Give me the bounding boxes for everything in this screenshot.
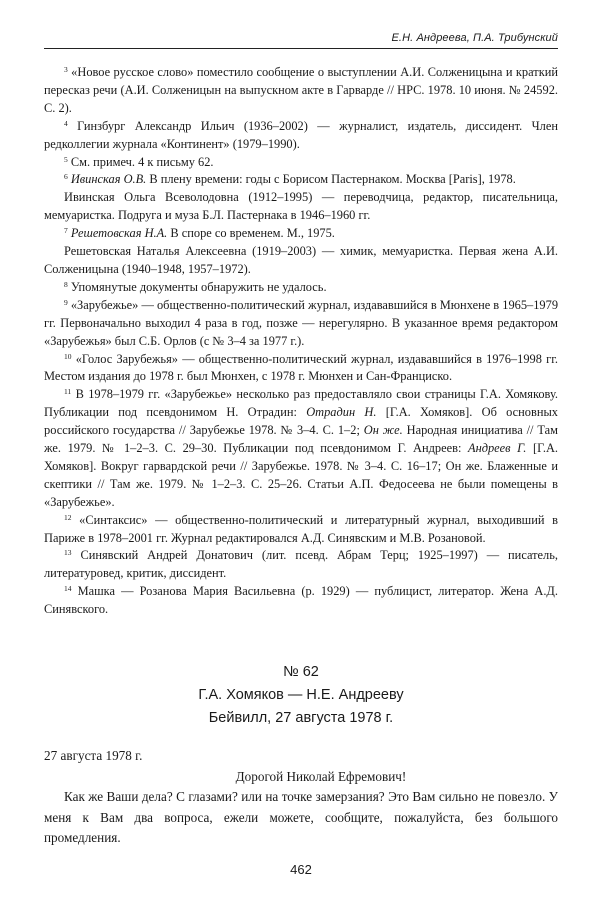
page-number: 462 [290,862,312,877]
letter-body [44,746,558,849]
footnote: $^{10}$ «Голос Зарубежья» — общественно-политический журнал, издававшийся в 1976–1998 гг. Местом издания до 1978 г. был Мюнхен, с 1978 г. Мюнхен и Сан-Франциско. [44,351,558,384]
letter-correspondents: Г.А. Хомяков — Н.Е. Андрееву [198,687,404,703]
header-rule [44,48,558,49]
footnote: $^3$ «Новое русское слово» поместило сообщение о выступлении А.И. Солженицына и краткий пересказ речи (А.И. Солженицын на выпускном акте в Гарварде // НРС. 1978. 10 июня. № 24592. С. 2). [44,65,558,115]
footnote-number: 6 [64,172,68,182]
footnote: $^7$ Решетовская Н.А. В споре со временем. М., 1975. [64,226,335,241]
footnote: $^9$ «Зарубежье» — общественно-политический журнал, издававшийся в Мюнхене в 1965–1979 гг. Первоначально выходил 4 раза в год, позже — нерегулярно. В указанное время редактором «Зарубежья» был С.Б. Орлов (с № 3–4 за 1977 г.). [44,297,559,348]
footnote-number: 11 [64,387,72,397]
footnote-number: 12 [64,512,72,522]
running-head: Е.Н. Андреева, П.А. Трибунский [391,32,558,44]
footnote-number: 14 [64,584,72,594]
footnote: $^{11}$ В 1978–1979 гг. «Зарубежье» несколько раз предоставляло свои страницы Г.А. Хомякову. Публикации под псевдонимом Н. Отрадин: Отрадин Н. [Г.А. Хомяков]. Об основных российского государства // Зарубежье 1978. № 3–4. С. 1–2; Он же. Народная инициатива // Там же. 1979. № 1–2–3. С. 29–30. Публикации под псевдонимом Г. Андреев: Андреев Г. [Г.А. Хомяков]. Вокруг гарвардской речи // Зарубежье. 1978. № 3–4. С. 16–17; Он же. Блаженные и скептики // Там же. 1979. № 1–2–3. С. 25–26. Статьи А.П. Федосеева не были помещены в «Зарубежье». [44,387,559,509]
footnote-number: 13 [64,548,72,558]
footnote: $^6$ Ивинская О.В. В плену времени: годы с Борисом Пастернаком. Москва [Paris], 1978. [64,172,516,187]
letter-heading [44,662,558,731]
footnote-number: 9 [64,297,68,307]
footnote-number: 10 [64,351,72,361]
footnote-number: 3 [64,65,68,74]
letter-paragraph: Как же Ваши дела? С глазами? или на точке замерзания? Это Вам сильно не повезло. У меня к Вам два вопроса, ежели можете, сообщите, пожалуйста, без большого промедления. [44,789,558,845]
footnote: $^{14}$ Машка — Розанова Мария Васильевна (р. 1929) — публицист, литератор. Жена А.Д. Синявского. [44,584,558,617]
letter-salutation: Дорогой Николай Ефремович! [235,768,407,784]
footnote-number: 5 [64,154,68,164]
letter-place-date: Бейвилл, 27 августа 1978 г. [208,710,394,726]
footnote-continuation: Ивинская Ольга Всеволодовна (1912–1995) — переводчица, редактор, писательница, мемуаристка. Подруга и муза Б.Л. Пастернака в 1946–1960 гг. [44,190,558,223]
footnote: $^8$ Упомянутые документы обнаружить не удалось. [64,279,327,294]
footnote: $^{12}$ «Синтаксис» — общественно-политический и литературный журнал, выходивший в Париже в 1978–2001 гг. Журнал редактировался А.Д. Синявским и М.В. Розановой. [44,512,558,545]
footnote: $^{13}$ Синявский Андрей Донатович (лит. псевд. Абрам Терц; 1925–1997) — писатель, литературовед, критик, диссидент. [44,548,558,581]
footnotes-section [44,64,558,619]
footnote-number: 8 [64,279,68,289]
footnote: $^4$ Гинзбург Александр Ильич (1936–2002) — журналист, издатель, диссидент. Член редколлегии журнала «Континент» (1979–1990). [44,118,558,151]
letter-date: 27 августа 1978 г. [44,748,143,763]
footnote-number: 4 [64,118,68,128]
footnote-number: 7 [64,226,68,236]
footnote: $^5$ См. примеч. 4 к письму 62. [64,154,214,169]
letter-number: № 62 [283,664,319,680]
footnote-continuation: Решетовская Наталья Алексеевна (1919–2003) — химик, мемуаристка. Первая жена А.И. Солженицына (1940–1948, 1957–1972). [44,244,558,276]
